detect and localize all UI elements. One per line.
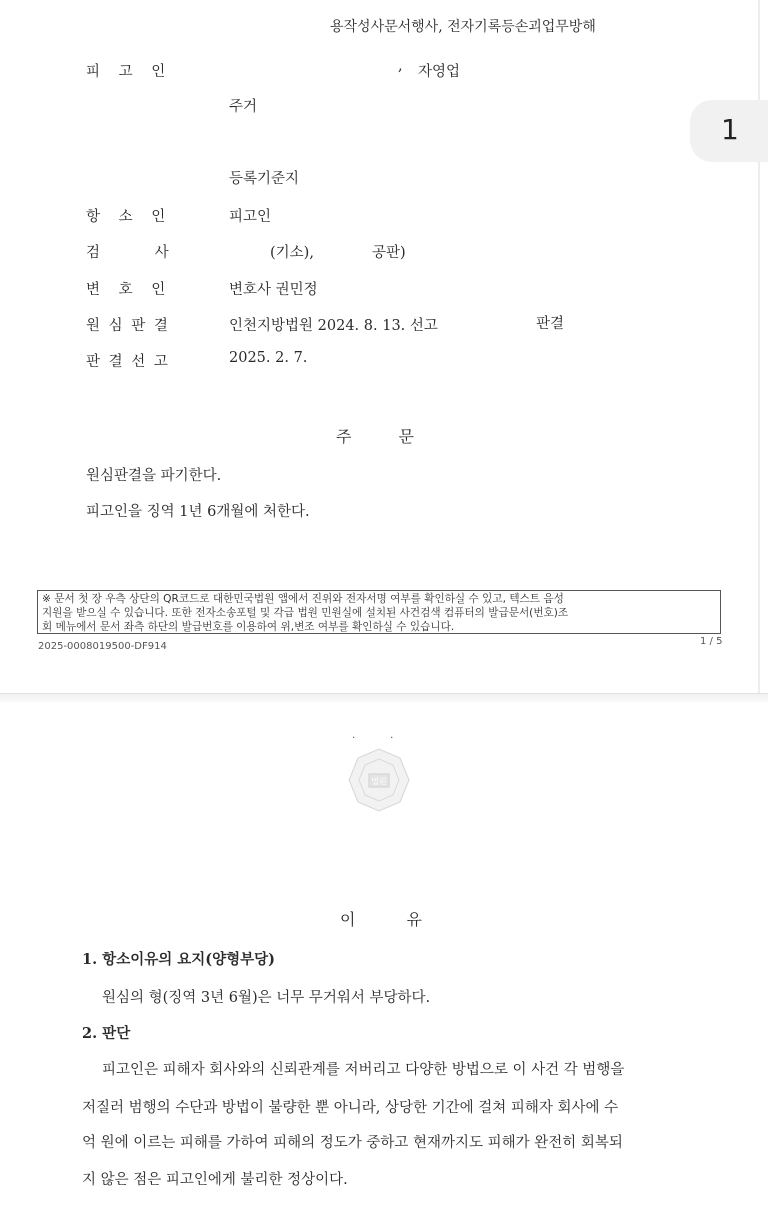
order-line-1: 원심판결을 파기한다.: [86, 468, 222, 484]
appellant-value: 피고인: [229, 209, 272, 225]
defendant-label: 피 고 인: [86, 64, 166, 80]
viewer-page-number: 1: [721, 113, 739, 146]
attorney-value: 변호사 권민정: [229, 282, 318, 298]
section-1-text: 원심의 형(징역 3년 6월)은 너무 무거워서 부당하다.: [102, 990, 431, 1006]
scan-mark: · ·: [352, 733, 394, 744]
prosecutor-value-2: 공판): [372, 245, 406, 261]
section-2-line-3: 억 원에 이르는 피해를 가하여 피해의 정도가 중하고 현재까지도 피해가 완전히 회복되: [82, 1135, 623, 1151]
defendant-occupation: 자영업: [418, 64, 461, 80]
lower-court-value: 인천지방법원 2024. 8. 13. 선고: [229, 318, 438, 334]
appellant-label: 항 소 인: [86, 209, 166, 225]
notice-line-2: 지원을 받으실 수 있습니다. 또한 전자소송포털 및 각급 법원 민원실에 설치된 사건검색 컴퓨터의 발급문서(번호)조: [42, 607, 569, 619]
page-indicator: 1 / 5: [700, 636, 723, 647]
lower-court-label: 원 심 판 결: [86, 318, 168, 334]
section-2-line-2: 저질러 범행의 수단과 방법이 불량한 뿐 아니라, 상당한 기간에 걸쳐 피해자 회사에 수: [82, 1100, 619, 1116]
section-2-heading: 2. 판단: [82, 1025, 131, 1042]
section-2-line-4: 지 않은 점은 피고인에게 불리한 정상이다.: [82, 1172, 348, 1188]
page-separator: [0, 693, 768, 702]
order-heading: 주 문: [336, 427, 414, 446]
section-1-heading: 1. 항소이유의 요지(양형부당): [82, 951, 276, 968]
residence-label: 주거: [229, 99, 258, 115]
viewer-page-badge[interactable]: [690, 100, 768, 162]
attorney-label: 변 호 인: [86, 282, 166, 298]
order-line-2: 피고인을 징역 1년 6개월에 처한다.: [86, 504, 310, 520]
verification-notice-box: [37, 590, 721, 634]
prosecutor-value-1: (기소),: [270, 245, 314, 261]
notice-line-1: ※ 문서 첫 장 우측 상단의 QR코드로 대한민국법원 앱에서 진위와 전자서명 여부를 확인하실 수 있고, 텍스트 음성: [42, 593, 564, 605]
verdict-date-value: 2025. 2. 7.: [229, 350, 308, 366]
prosecutor-label: 검 사: [86, 245, 169, 261]
issue-number: 2025-0008019500-DF914: [38, 641, 167, 652]
seal-text: 법원: [371, 777, 387, 786]
case-title: 용작성사문서행사, 전자기록등손괴업무방해: [330, 19, 596, 35]
defendant-separator: ,: [398, 58, 403, 74]
lower-court-suffix: 판결: [536, 316, 565, 332]
court-seal-icon: [345, 746, 413, 814]
notice-line-3: 회 메뉴에서 문서 좌측 하단의 발급번호를 이용하여 위,변조 여부를 확인하실 수 있습니다.: [42, 621, 455, 633]
registered-domicile-label: 등록기준지: [229, 171, 300, 187]
verdict-date-label: 판 결 선 고: [86, 354, 168, 370]
reasons-heading: 이 유: [340, 910, 422, 929]
section-2-line-1: 피고인은 피해자 회사와의 신뢰관계를 저버리고 다양한 방법으로 이 사건 각 범행을: [102, 1062, 625, 1078]
